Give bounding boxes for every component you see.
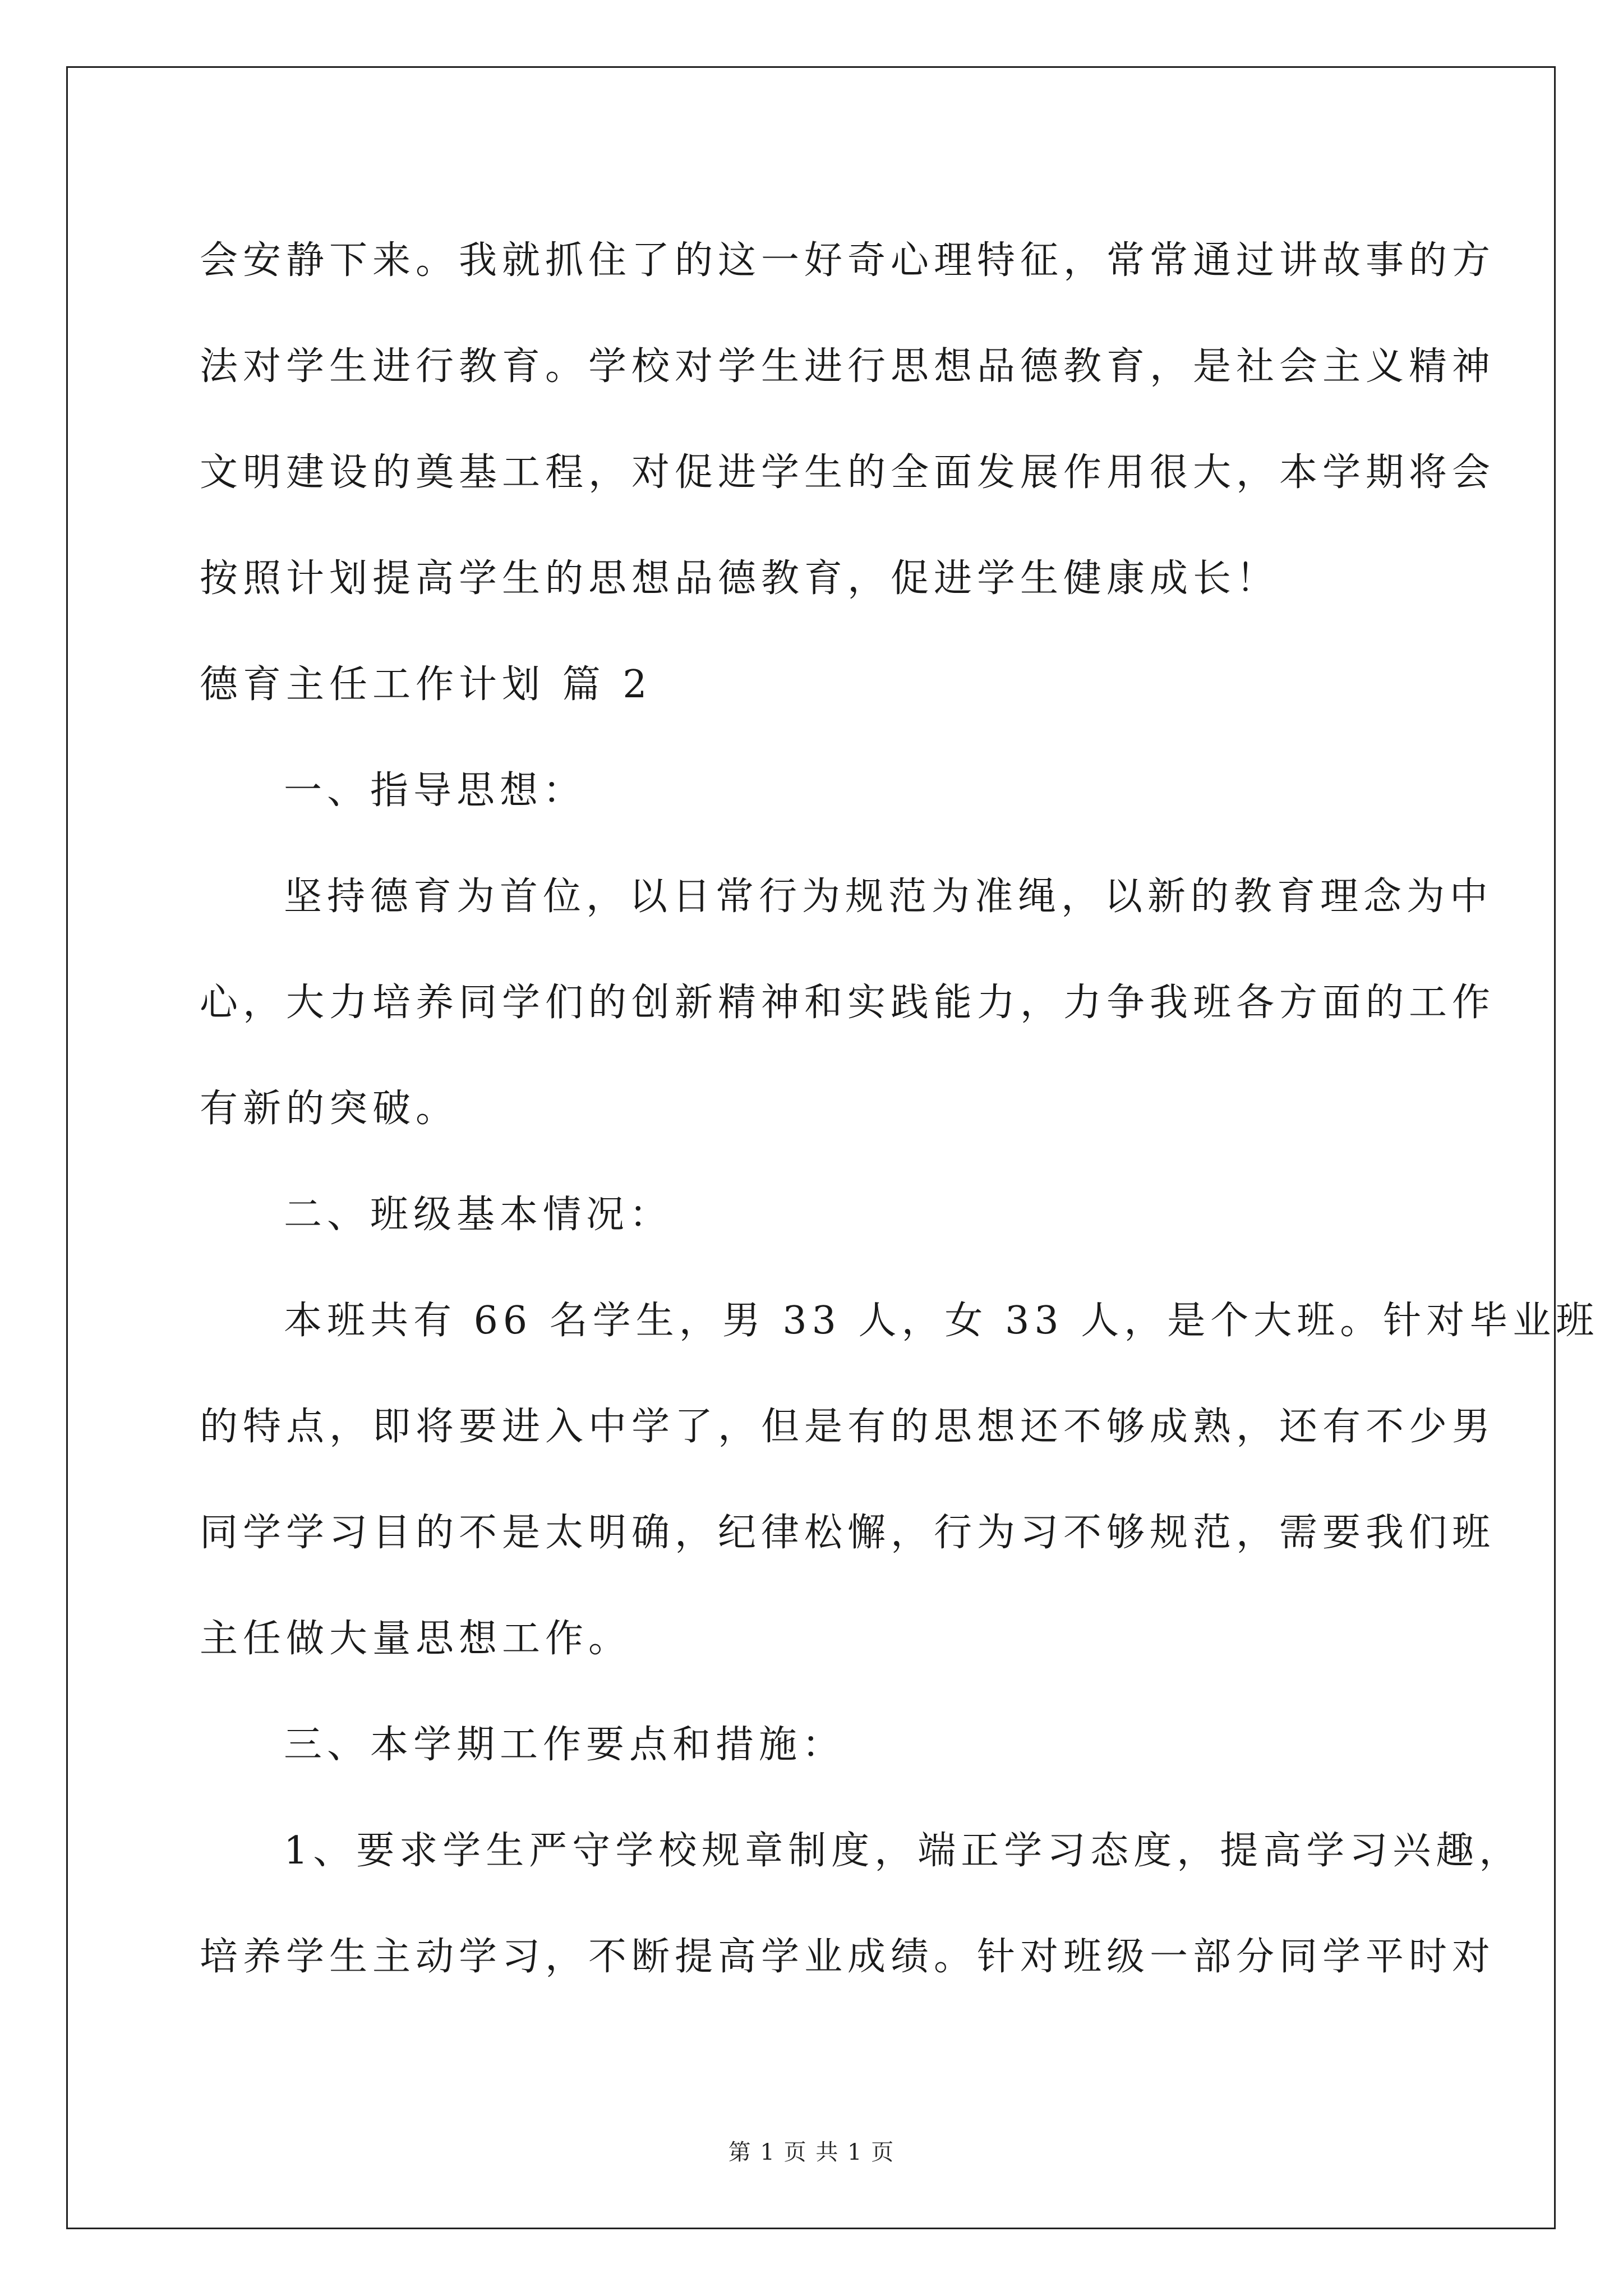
document-body <box>200 208 1599 2010</box>
body-line: 按照计划提高学生的思想品德教育，促进学生健康成长！ <box>200 556 1280 601</box>
body-line: 的特点，即将要进入中学了，但是有的思想还不够成熟，还有不少男 <box>200 1405 1496 1449</box>
body-line: 法对学生进行教育。学校对学生进行思想品德教育，是社会主义精神 <box>200 344 1496 389</box>
body-line: 有新的突破。 <box>200 1087 459 1131</box>
body-line: 文明建设的奠基工程，对促进学生的全面发展作用很大，本学期将会 <box>200 450 1496 495</box>
heading-class-situation: 二、班级基本情况： <box>284 1193 673 1237</box>
body-line: 本班共有 66 名学生，男 33 人，女 33 人，是个大班。针对毕业班 <box>284 1299 1599 1343</box>
body-line: 主任做大量思想工作。 <box>200 1617 632 1661</box>
page-footer: 第 1 页 共 1 页 <box>728 2139 895 2165</box>
body-line: 坚持德育为首位，以日常行为规范为准绳，以新的教育理念为中 <box>284 875 1493 919</box>
heading-work-points: 三、本学期工作要点和措施： <box>284 1723 846 1767</box>
section-title: 德育主任工作计划 篇 2 <box>200 662 652 707</box>
body-line: 1、要求学生严守学校规章制度，端正学习态度，提高学习兴趣， <box>284 1829 1523 1873</box>
body-line: 培养学生主动学习，不断提高学业成绩。针对班级一部分同学平时对 <box>200 1935 1496 1979</box>
body-line: 会安静下来。我就抓住了的这一好奇心理特征，常常通过讲故事的方 <box>200 238 1496 283</box>
heading-guiding-thought: 一、指导思想： <box>284 769 587 813</box>
body-line: 心，大力培养同学们的创新精神和实践能力，力争我班各方面的工作 <box>200 981 1496 1025</box>
body-line: 同学学习目的不是太明确，纪律松懈，行为习不够规范，需要我们班 <box>200 1511 1496 1555</box>
